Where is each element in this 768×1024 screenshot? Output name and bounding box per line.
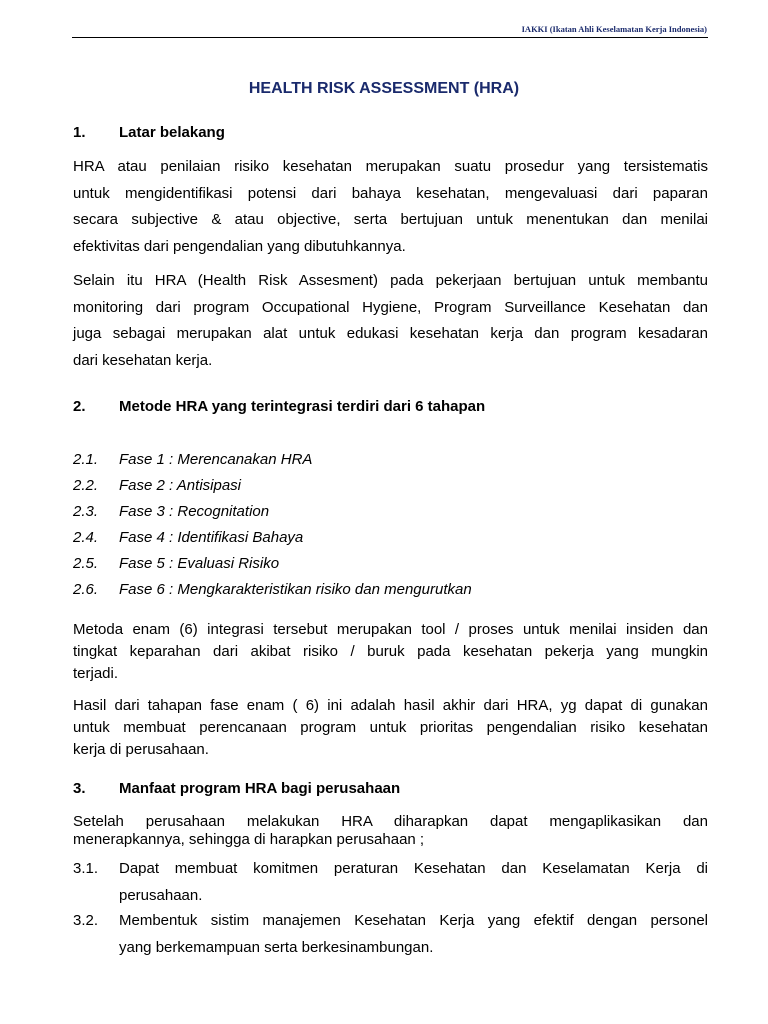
- benefit-line: perusahaan.: [119, 886, 203, 904]
- list-item-benefit: [73, 856, 708, 909]
- section-number: 2.: [73, 398, 86, 415]
- step-text: Fase 6 : Mengkarakteristikan risiko dan mengurutkan: [119, 581, 472, 598]
- paragraph-line: juga sebagai merupakan alat untuk edukasi kesehatan kerja dan program kesadaran: [73, 325, 708, 342]
- paragraph-phase-result: [73, 695, 708, 761]
- paragraph-line: monitoring dari program Occupational Hygiene, Program Surveillance Kesehatan dan: [73, 298, 708, 316]
- step-number: 2.4.: [73, 529, 99, 546]
- step-number: 2.2.: [73, 477, 99, 494]
- step-text: Fase 5 : Evaluasi Risiko: [119, 555, 280, 572]
- header-divider: [72, 37, 708, 38]
- running-header: IAKKI (Ikatan Ahli Keselamatan Kerja Indonesia): [521, 24, 707, 34]
- paragraph-line: menerapkannya, sehingga di harapkan perusahaan ;: [73, 831, 425, 848]
- benefit-number: 3.2.: [73, 912, 99, 929]
- section-title: Metode HRA yang terintegrasi terdiri dari 6 tahapan: [119, 398, 486, 415]
- paragraph-hra-definition: [73, 154, 708, 260]
- section-title: Latar belakang: [119, 124, 225, 141]
- section-3-heading: [0, 780, 768, 800]
- paragraph-line: untuk membuat perencanaan program untuk prioritas pengendalian risiko kesehatan: [73, 719, 708, 736]
- benefit-line: Membentuk sistim manajemen Kesehatan Kerja yang efektif dengan personel: [119, 912, 708, 929]
- paragraph-line: untuk mengidentifikasi potensi dari bahaya kesehatan, mengevaluasi dari paparan: [73, 184, 708, 202]
- section-number: 1.: [73, 124, 86, 141]
- section-number: 3.: [73, 780, 86, 797]
- step-number: 2.6.: [73, 581, 99, 598]
- step-number: 2.5.: [73, 555, 99, 572]
- paragraph-line: Setelah perusahaan melakukan HRA diharapkan dapat mengaplikasikan dan: [73, 813, 708, 830]
- paragraph-line: kerja di perusahaan.: [73, 741, 209, 758]
- step-text: Fase 3 : Recognitation: [119, 503, 270, 520]
- paragraph-method-description: [73, 619, 708, 685]
- paragraph-hra-purpose: [73, 268, 708, 374]
- benefit-number: 3.1.: [73, 860, 99, 877]
- benefit-text: [119, 856, 708, 909]
- paragraph-line: dari kesehatan kerja.: [73, 351, 213, 369]
- paragraph-line: terjadi.: [73, 665, 119, 682]
- list-item-benefit: [73, 908, 708, 961]
- benefit-text: [119, 908, 708, 961]
- step-text: Fase 1 : Merencanakan HRA: [119, 451, 313, 468]
- section-title: Manfaat program HRA bagi perusahaan: [119, 780, 401, 797]
- paragraph-line: Metoda enam (6) integrasi tersebut merupakan tool / proses untuk menilai insiden dan: [73, 621, 708, 638]
- paragraph-line: Hasil dari tahapan fase enam ( 6) ini adalah hasil akhir dari HRA, yg dapat di gunakan: [73, 697, 708, 714]
- benefit-line: yang berkemampuan serta berkesinambungan.: [119, 938, 434, 956]
- document-title: HEALTH RISK ASSESSMENT (HRA): [248, 80, 520, 97]
- paragraph-line: tingkat keparahan dari akibat risiko / buruk pada kesehatan pekerja yang mungkin: [73, 643, 708, 660]
- step-text: Fase 4 : Identifikasi Bahaya: [119, 529, 304, 546]
- paragraph-line: Selain itu HRA (Health Risk Assesment) pada pekerjaan bertujuan untuk membantu: [73, 272, 708, 289]
- step-text: Fase 2 : Antisipasi: [119, 477, 241, 494]
- step-number: 2.1.: [73, 451, 99, 468]
- benefit-line: Dapat membuat komitmen peraturan Kesehatan dan Keselamatan Kerja di: [119, 860, 708, 877]
- step-number: 2.3.: [73, 503, 99, 520]
- section-2-heading: [0, 398, 768, 418]
- paragraph-line: efektivitas dari pengendalian yang dibutuhkannya.: [73, 237, 406, 255]
- paragraph-benefits-intro: [73, 811, 708, 855]
- paragraph-line: HRA atau penilaian risiko kesehatan merupakan suatu prosedur yang tersistematis: [73, 158, 708, 175]
- paragraph-line: secara subjective & atau objective, serta bertujuan untuk menentukan dan menilai: [73, 211, 708, 228]
- section-1-heading: [0, 124, 768, 144]
